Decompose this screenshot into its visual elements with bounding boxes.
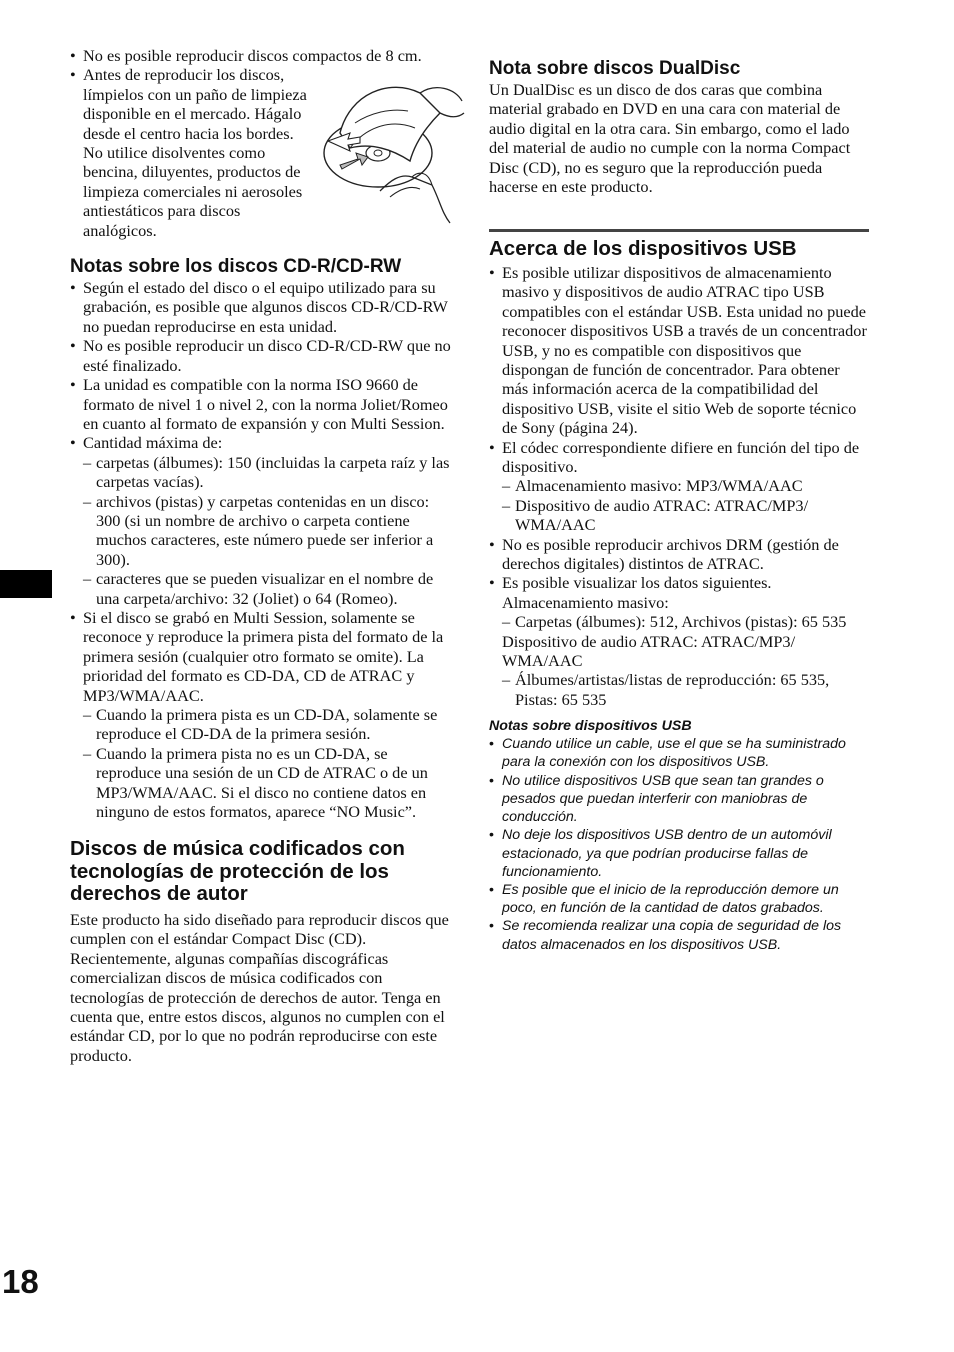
codec-sublist (502, 476, 869, 534)
max-quantity-sublist (83, 453, 452, 608)
list-item: – Cuando la primera pista no es un CD-DA, se reproduce una sesión de un CD de ATRAC o de un MP3/WMA/AAC. Si el disco no contiene datos en ninguno de estos formatos, aparece “NO Music”. (83, 744, 452, 822)
list-item: • Es posible utilizar dispositivos de almacenamiento masivo y dispositivos de audio ATRAC tipo USB compatibles con el estándar USB. Esta unidad no puede reconocer dispositivos USB a través de un concentrador USB, y no es compatible con dispositivos que dispongan de función de concentrador. Para obtener más información acerca de la compatibilidad del dispositivo USB, visite el sitio Web de soporte técnico de Sony (página 24). (489, 263, 869, 438)
list-item: – Dispositivo de audio ATRAC: ATRAC/MP3/ WMA/AAC (502, 496, 869, 535)
list-item: • No es posible reproducir un disco CD-R/CD-RW que no esté finalizado. (70, 336, 452, 375)
left-column (70, 46, 452, 1065)
drm-heading: Discos de música codificados con tecnologías de protección de los derechos de autor (70, 837, 405, 906)
mass-storage-sublist (502, 612, 869, 631)
list-item: • Es posible que el inicio de la reproducción demore un poco, en función de la cantidad de datos grabados. (489, 881, 869, 917)
usb-notes-list (489, 263, 869, 709)
mass-storage-label: Almacenamiento masivo: (502, 592, 669, 612)
atrac-device-sublist (502, 670, 869, 709)
list-item: – Carpetas (álbumes): 512, Archivos (pistas): 65 535 (502, 612, 869, 631)
list-item: • No es posible reproducir archivos DRM (gestión de derechos digitales) distintos de ATRAC. (489, 535, 869, 574)
right-column (489, 58, 869, 954)
dualdisc-heading: Nota sobre discos DualDisc (489, 58, 741, 79)
list-item: • Se recomienda realizar una copia de seguridad de los datos almacenados en los dispositivos USB. (489, 917, 869, 953)
list-item: – Almacenamiento masivo: MP3/WMA/AAC (502, 476, 869, 495)
cdr-notes-list (70, 278, 452, 821)
list-item: – caracteres que se pueden visualizar en el nombre de una carpeta/archivo: 32 (Joliet) o 64 (Romeo). (83, 569, 452, 608)
dualdisc-paragraph: Un DualDisc es un disco de dos caras que combina material grabado en DVD en una cara con material de audio digital en la otra cara. Sin embargo, como el lado del material de audio no cumple con la norma Compact Disc (CD), no es seguro que la reproducción pueda hacerse en este producto. (489, 80, 851, 197)
list-item: – carpetas (álbumes): 150 (incluidas la carpeta raíz y las carpetas vacías). (83, 453, 452, 492)
atrac-device-label: Dispositivo de audio ATRAC: ATRAC/MP3/ WMA/AAC (502, 631, 796, 671)
usb-heading: Acerca de los dispositivos USB (489, 237, 797, 261)
usb-notes-italic-list (489, 735, 869, 953)
list-item: • No es posible reproducir discos compactos de 8 cm. (70, 46, 452, 65)
drm-paragraph-2: Recientemente, algunas compañías discográficas comercializan discos de música codificados con tecnologías de protección de derechos de autor. Tenga en cuenta que, entre estos discos, algunos no cumplen con el estándar CD, por lo que no podrán reproducirse con este producto. (70, 948, 445, 1065)
list-item: • La unidad es compatible con la norma ISO 9660 de formato de nivel 1 o nivel 2, con la norma Joliet/Romeo en cuanto al formato de expansión y con Multi Session. (70, 375, 452, 433)
list-item: • Según el estado del disco o el equipo utilizado para su grabación, es posible que algunos discos CD-R/CD-RW no puedan reproducirse en esta unidad. (70, 278, 452, 336)
list-item: • Antes de reproducir los discos, límpielos con un paño de limpieza disponible en el mercado. Hágalo desde el centro hacia los bordes. No utilice disolventes como bencina, diluyentes, productos de limpieza comerciales ni aerosoles antiestáticos para discos analógicos. (70, 65, 452, 240)
list-item: • Es posible visualizar los datos siguientes. Almacenamiento masivo: – Carpetas (álbumes): 512, Archivos (pistas): 65 535 Dispositivo de audio ATRAC: ATRAC/MP3/ WMA/AAC – Álbumes/artistas/listas de reproducción: 65 535, Pistas: 65 535 (489, 573, 869, 709)
list-item: • No utilice dispositivos USB que sean tan grandes o pesados que puedan interferir con maniobras de conducción. (489, 772, 869, 827)
drm-paragraph-1: Este producto ha sido diseñado para reproducir discos que cumplen con el estándar Compact Disc (CD). (70, 909, 449, 949)
list-item: • Si el disco se grabó en Multi Session, solamente se reconoce y reproduce la primera pista del formato de la primera sesión (cualquier otro formato se omite). La prioridad del formato es CD-DA, CD de ATRAC y MP3/WMA/AAC. – Cuando la primera pista es un CD-DA, solamente se reproduce el CD-DA de la primera sesión. – Cuando la primera pista no es un CD-DA, se reproduce una sesión de un CD de ATRAC o de un MP3/WMA/AAC. Si el disco no contiene datos en ninguno de estos formatos, aparece “NO Music”. (70, 608, 452, 821)
page-number: 18 (2, 1263, 39, 1300)
list-item: • El códec correspondiente difiere en función del tipo de dispositivo. – Almacenamiento masivo: MP3/WMA/AAC – Dispositivo de audio ATRAC: ATRAC/MP3/ WMA/AAC (489, 438, 869, 535)
multisession-sublist (83, 705, 452, 821)
section-tab-marker (0, 570, 52, 598)
section-divider (489, 229, 869, 232)
list-item: • No deje los dispositivos USB dentro de un automóvil estacionado, ya que podrían producirse fallas de funcionamiento. (489, 826, 869, 881)
list-item: • Cuando utilice un cable, use el que se ha suministrado para la conexión con los dispositivos USB. (489, 735, 869, 771)
cdr-heading: Notas sobre los discos CD-R/CD-RW (70, 256, 402, 278)
list-item: – archivos (pistas) y carpetas contenidas en un disco: 300 (si un nombre de archivo o carpeta contiene muchos caracteres, este número puede ser inferior a 300). (83, 492, 452, 570)
usb-notes-title: Notas sobre dispositivos USB (489, 718, 692, 735)
disc-notes-list (70, 46, 452, 240)
list-item: – Cuando la primera pista es un CD-DA, solamente se reproduce el CD-DA de la primera sesión. (83, 705, 452, 744)
list-item: – Álbumes/artistas/listas de reproducción: 65 535, Pistas: 65 535 (502, 670, 869, 709)
list-item: • Cantidad máxima de: – carpetas (álbumes): 150 (incluidas la carpeta raíz y las carpetas vacías). – archivos (pistas) y carpetas contenidas en un disco: 300 (si un nombre de archivo o carpeta contiene muchos caracteres, este número puede ser inferior a 300). – caracteres que se pueden visualizar en el nombre de una carpeta/archivo: 32 (Joliet) o 64 (Romeo). (70, 433, 452, 608)
disc-cleaning-illustration (320, 73, 466, 233)
